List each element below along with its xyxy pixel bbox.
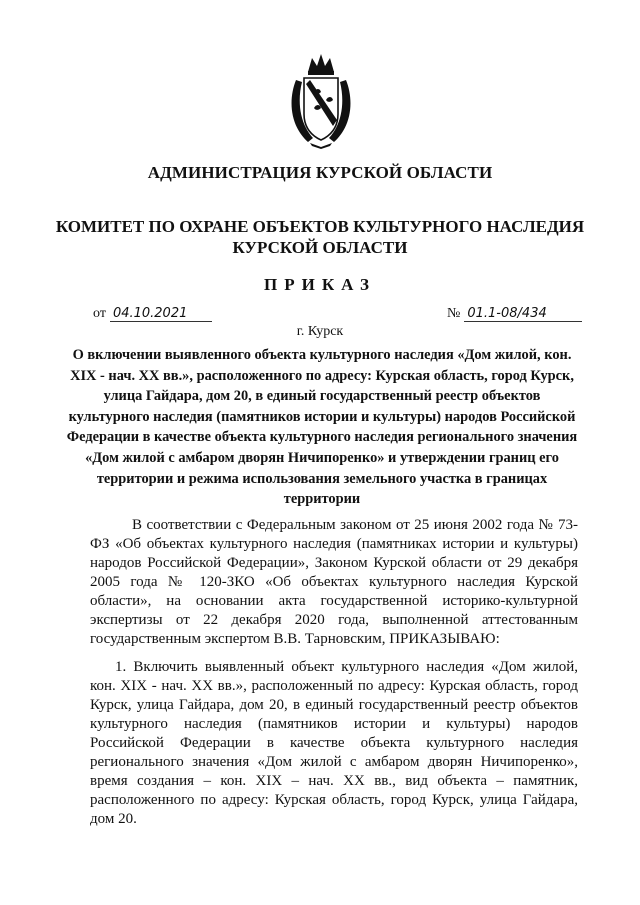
document-type: ПРИКАЗ <box>264 275 376 294</box>
committee-title <box>0 216 640 258</box>
city-label: г. Курск <box>296 324 344 339</box>
order-subject: О включении выявленного объекта культурного наследия «Дом жилой, кон. XIX - нач. XX вв.», расположенного по адресу: Курская область, город Курск, улица Гайдара, дом 20, в единый государственный реестр объектов культурного наследия (памятников истории и культуры) народов Российской Федерации в качестве объекта культурного наследия регионального значения «Дом жилой с амбаром дворян Ничипоренко» и утверждении границ его территории и режима использования земельного участка в границах территории <box>66 347 578 508</box>
administration-title: АДМИНИСТРАЦИЯ КУРСКОЙ ОБЛАСТИ <box>147 163 493 182</box>
coat-of-arms-emblem <box>286 50 356 150</box>
item-1-paragraph <box>90 658 578 829</box>
preamble-paragraph <box>90 516 578 649</box>
date-prefix: от <box>93 306 106 321</box>
order-number <box>447 306 582 322</box>
handwritten-date: 04.10.2021 <box>110 306 212 322</box>
item-1-text: 1. Включить выявленный объект культурного наследия «Дом жилой, кон. XIX - нач. XX вв.», расположенный по адресу: Курская область, город Курск, улица Гайдара, дом 20, в единый государственный реестр объектов культурного наследия (памятников истории и культуры) народов Российской Федерации в качестве объекта культурного наследия регионального значения «Дом жилой с амбаром дворян Ничипоренко», время создания – кон. XIX – нач. XX вв., вид объекта – памятник, расположенного по адресу: Курская область, город Курск, улица Гайдара, дом 20. <box>90 659 578 827</box>
committee-title-line2: КУРСКОЙ ОБЛАСТИ <box>232 238 408 257</box>
committee-title-line1: КОМИТЕТ ПО ОХРАНЕ ОБЪЕКТОВ КУЛЬТУРНОГО НАСЛЕДИЯ <box>55 217 585 236</box>
preamble-text: В соответствии с Федеральным законом от 25 июня 2002 года № 73-ФЗ «Об объектах культурного наследия (памятниках истории и культуры) народов Российской Федерации», Законом Курской области от 29 декабря 2005 года № 120-ЗКО «Об объектах культурного наследия Курской области», на основании акта государственной историко-культурной экспертизы от 22 декабря 2020 года, выполненной аттестованным государственным экспертом В.В. Тарновским, ПРИКАЗЫВАЮ: <box>90 517 578 647</box>
handwritten-number: 01.1-08/434 <box>464 306 582 322</box>
order-date <box>93 306 212 322</box>
number-prefix: № <box>447 306 461 321</box>
